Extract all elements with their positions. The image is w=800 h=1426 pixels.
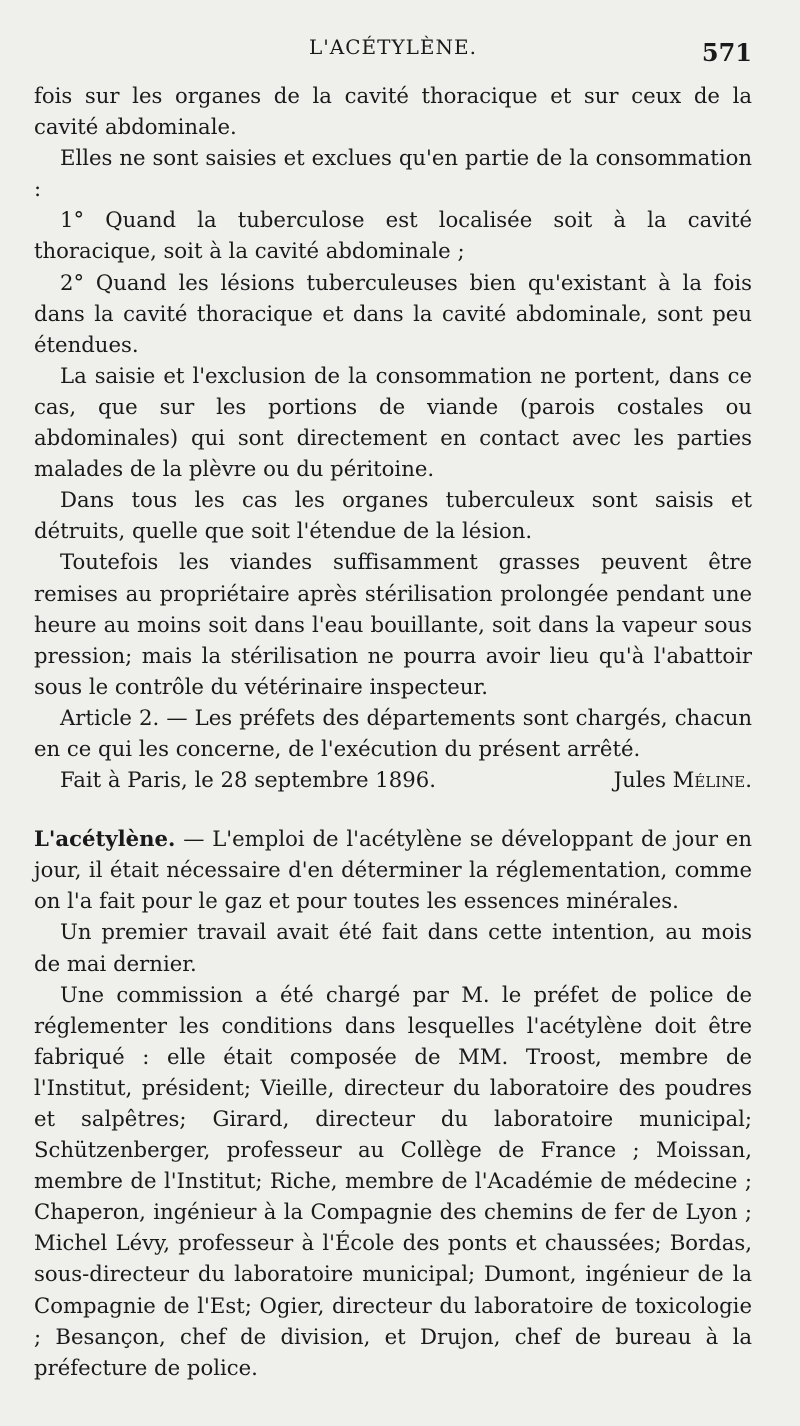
section-intro-text: — L'emploi de l'acétylène se développant de jour en jour, il était nécessaire d'en déterminer la réglementation, comme on l'a fait pour le gaz et pour toutes les essences minérales. xyxy=(34,826,752,914)
paragraph: La saisie et l'exclusion de la consommation ne portent, dans ce cas, que sur les portions de viande (parois costales ou abdominales) qui sont directement en contact avec les parties malades de la plèvre ou du péritoine. xyxy=(34,362,752,482)
running-title: L'ACÉTYLÈNE. xyxy=(308,35,477,59)
paragraph: Dans tous les cas les organes tuberculeux sont saisis et détruits, quelle que soit l'étendue de la lésion. xyxy=(34,487,752,544)
paragraph: Toutefois les viandes suffisamment grasses peuvent être remises au propriétaire après stérilisation prolongée pendant une heure au moins soit dans l'eau bouillante, soit dans la vapeur sous pression; mais la stérilisation ne pourra avoir lieu qu'à l'abattoir sous le contrôle du vétérinaire inspecteur. xyxy=(34,549,752,699)
paragraph: Un premier travail avait été fait dans cette intention, au mois de mai dernier. xyxy=(34,919,752,976)
paragraph: Article 2. — Les préfets des départements sont chargés, chacun en ce qui les concerne, de l'exécution du présent arrêté. xyxy=(34,704,752,761)
signature-name xyxy=(614,764,752,795)
paragraph: Une commission a été chargé par M. le préfet de police de réglementer les conditions dans lesquelles l'acétylène doit être fabriqué : elle était composée de MM. Troost, membre de l'Institut, président; Vieille, directeur du laboratoire des poudres et salpêtres; Girard, directeur du laboratoire municipal; Schützenberger, professeur au Collège de France ; Moissan, membre de l'Institut; Riche, membre de l'Académie de médecine ; Chaperon, ingénieur à la Compagnie des chemins de fer de Lyon ; Michel Lévy, professeur à l'École des ponts et chaussées; Bordas, sous-directeur du laboratoire municipal; Dumont, ingénieur de la Compagnie de l'Est; Ogier, directeur du laboratoire de toxicologie ; Besançon, chef de division, et Drujon, chef de bureau à la préfecture de police. xyxy=(34,981,752,1380)
signer-first-name: Jules xyxy=(613,767,666,793)
paragraph: Elles ne sont saisies et exclues qu'en partie de la consommation : xyxy=(34,145,752,202)
paragraph: 1° Quand la tuberculose est localisée soit à la cavité thoracique, soit à la cavité abdominale ; xyxy=(34,207,752,264)
signature-place-date: Fait à Paris, le 28 septembre 1896. xyxy=(60,767,436,793)
page-number: 571 xyxy=(701,38,752,67)
page-header xyxy=(34,0,752,80)
paragraph: 2° Quand les lésions tuberculeuses bien qu'existant à la fois dans la cavité thoracique et dans la cavité abdominale, sont peu étendues. xyxy=(34,269,752,357)
section-heading: L'acétylène. xyxy=(34,826,176,852)
paragraph-continuation: fois sur les organes de la cavité thoracique et sur ceux de la cavité abdominale. xyxy=(34,83,752,140)
section-spacer xyxy=(34,795,752,823)
section-intro-paragraph xyxy=(34,823,752,916)
signer-last-name: Méline. xyxy=(672,767,752,793)
body-text xyxy=(34,80,752,1383)
signature-line xyxy=(34,764,752,795)
